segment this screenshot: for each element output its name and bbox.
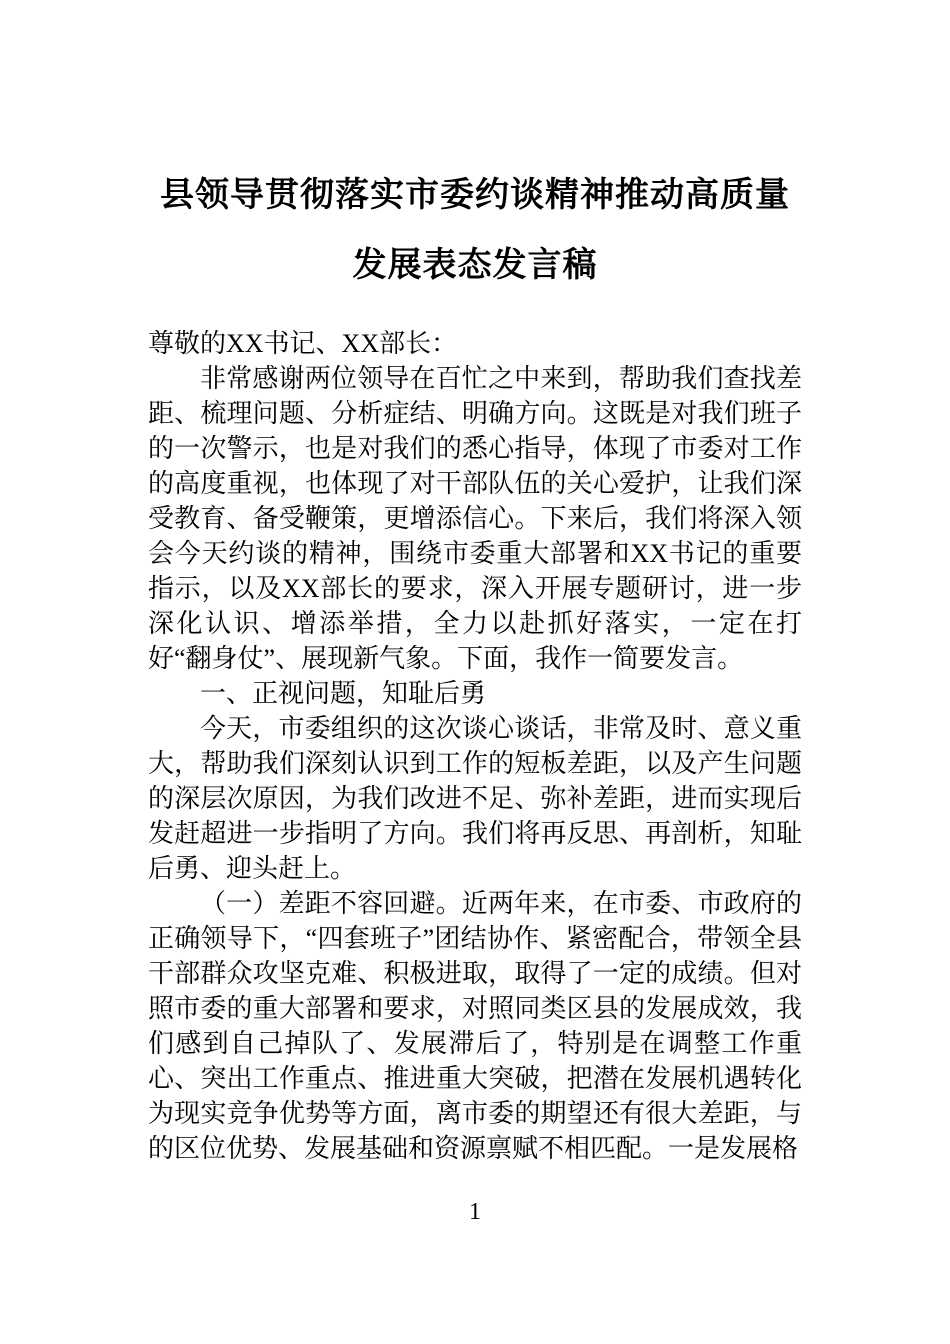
document-body bbox=[148, 326, 802, 1166]
page-footer bbox=[0, 1199, 950, 1226]
document-title bbox=[148, 160, 802, 300]
title-line-1: 县领导贯彻落实市委约谈精神推动高质量 bbox=[160, 176, 790, 214]
section-heading-1: 一、正视问题，知耻后勇 bbox=[200, 679, 487, 708]
paragraph-section-intro: 今天，市委组织的这次谈心谈话，非常及时、意义重大，帮助我们深刻认识到工作的短板差距，以及产生问题的深层次原因，为我们改进不足、弥补差距，进而实现后发赶超进一步指明了方向。我们将再反思、再剖析，知耻后勇、迎头赶上。 bbox=[148, 714, 802, 883]
paragraph-intro: 非常感谢两位领导在百忙之中来到，帮助我们查找差距、梳理问题、分析症结、明确方向。这既是对我们班子的一次警示，也是对我们的悉心指导，体现了市委对工作的高度重视，也体现了对干部队伍的关心爱护，让我们深受教育、备受鞭策，更增添信心。下来后，我们将深入领会今天约谈的精神，围绕市委重大部署和XX书记的重要指示，以及XX部长的要求，深入开展专题研讨，进一步深化认识、增添举措，全力以赴抓好落实，一定在打好“翻身仗”、展现新气象。下面，我作一简要发言。 bbox=[148, 364, 802, 673]
title-line-2: 发展表态发言稿 bbox=[352, 246, 598, 284]
paragraph-gap-analysis: （一）差距不容回避。近两年来，在市委、市政府的正确领导下，“四套班子”团结协作、紧密配合，带领全县干部群众攻坚克难、积极进取，取得了一定的成绩。但对照市委的重大部署和要求，对照同类区县的发展成效，我们感到自己掉队了、发展滞后了，特别是在调整工作重心、突出工作重点、推进重大突破，把潜在发展机遇转化为现实竞争优势等方面，离市委的期望还有很大差距，与的区位优势、发展基础和资源禀赋不相匹配。一是发展格 bbox=[148, 889, 802, 1163]
page-number: 1 bbox=[469, 1199, 481, 1225]
salutation: 尊敬的XX书记、XX部长： bbox=[148, 329, 458, 358]
